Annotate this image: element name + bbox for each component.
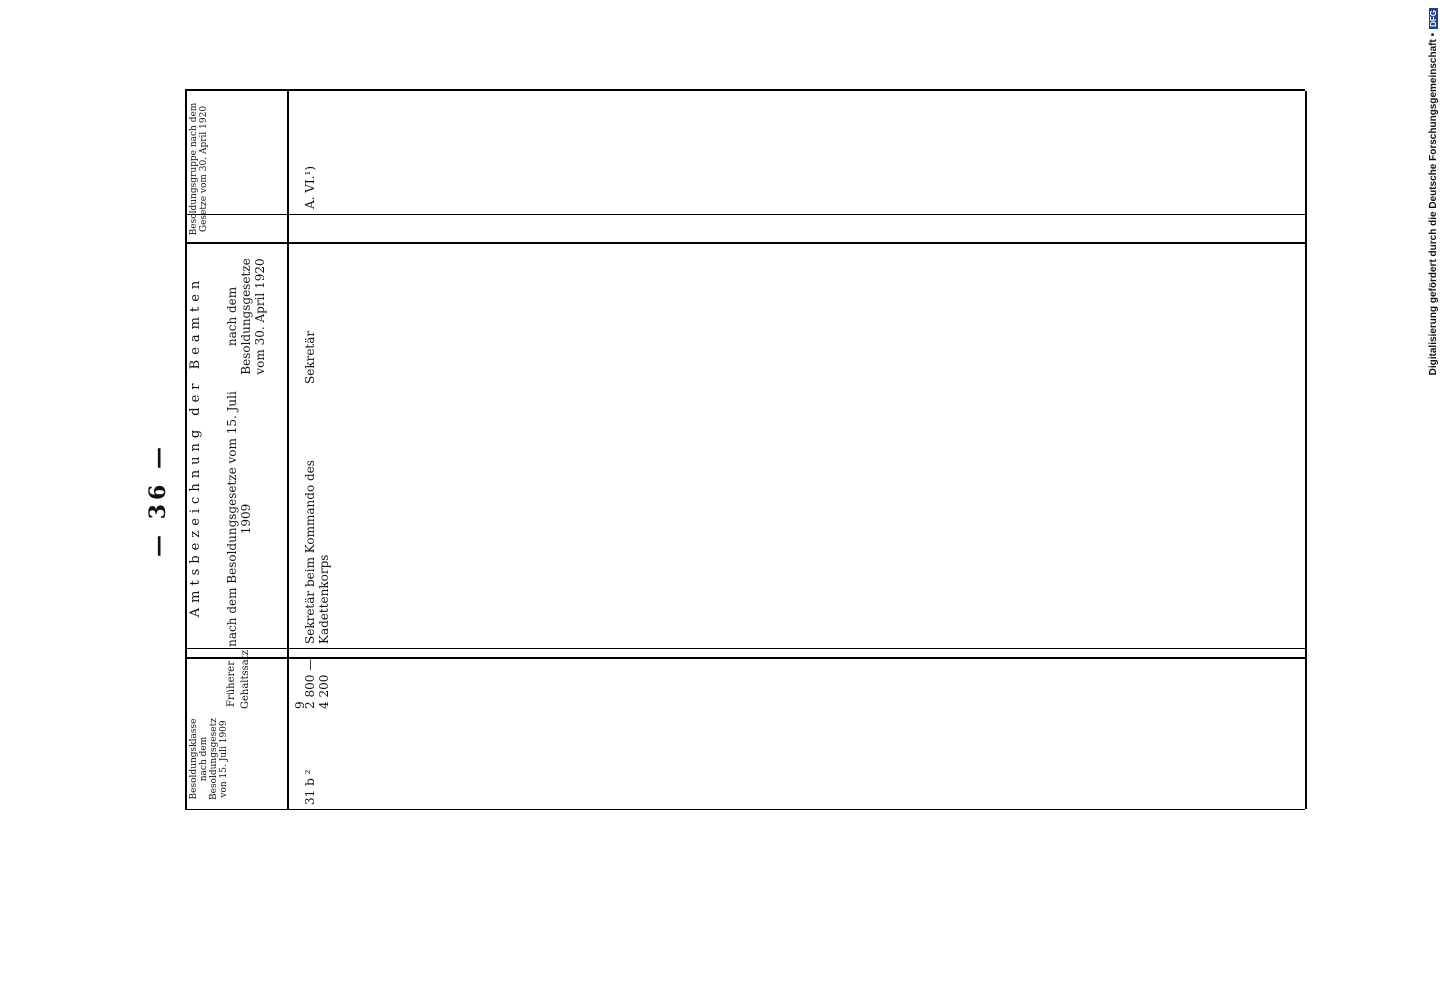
digitization-text: Digitalisierung gefördert durch die Deutsche Forschungsgemeinschaft • (1427, 32, 1439, 376)
header-gruppe: Besoldungsgruppe nach dem Gesetze vom 30. April 1920 (189, 102, 209, 236)
salary-table (185, 91, 1305, 810)
rotated-page (145, 0, 1325, 1000)
dfg-logo: DFG (1428, 10, 1438, 27)
header-1909: nach dem Besoldungsgesetze vom 15. Juli 1909 (225, 391, 253, 647)
digitization-note (1426, 8, 1440, 392)
row1-gruppe: A. VI.¹) (303, 165, 317, 209)
header-1920: nach dem Besoldungsgesetze vom 30. April 1920 (225, 258, 267, 375)
row1-amt1920: Sekretär (303, 330, 317, 384)
row1-klasse: 31 b ² (303, 769, 317, 805)
page-number: — 36 — (145, 443, 171, 557)
header-gehalt: Früherer Gehaltssatz (226, 649, 251, 709)
row1-over: 9 (293, 701, 307, 709)
header-klasse: Besoldungsklasse nach dem Besoldungsgesetz von 15. Juli 1909 (189, 718, 229, 800)
row1-gehalt: 2 800 — 4 200 (303, 658, 331, 709)
header-amtsbezeichnung: Amtsbezeichnung der Beamten (188, 275, 203, 618)
row1-amt1909: Sekretär beim Kommando des Kadettenkorps (303, 460, 331, 644)
